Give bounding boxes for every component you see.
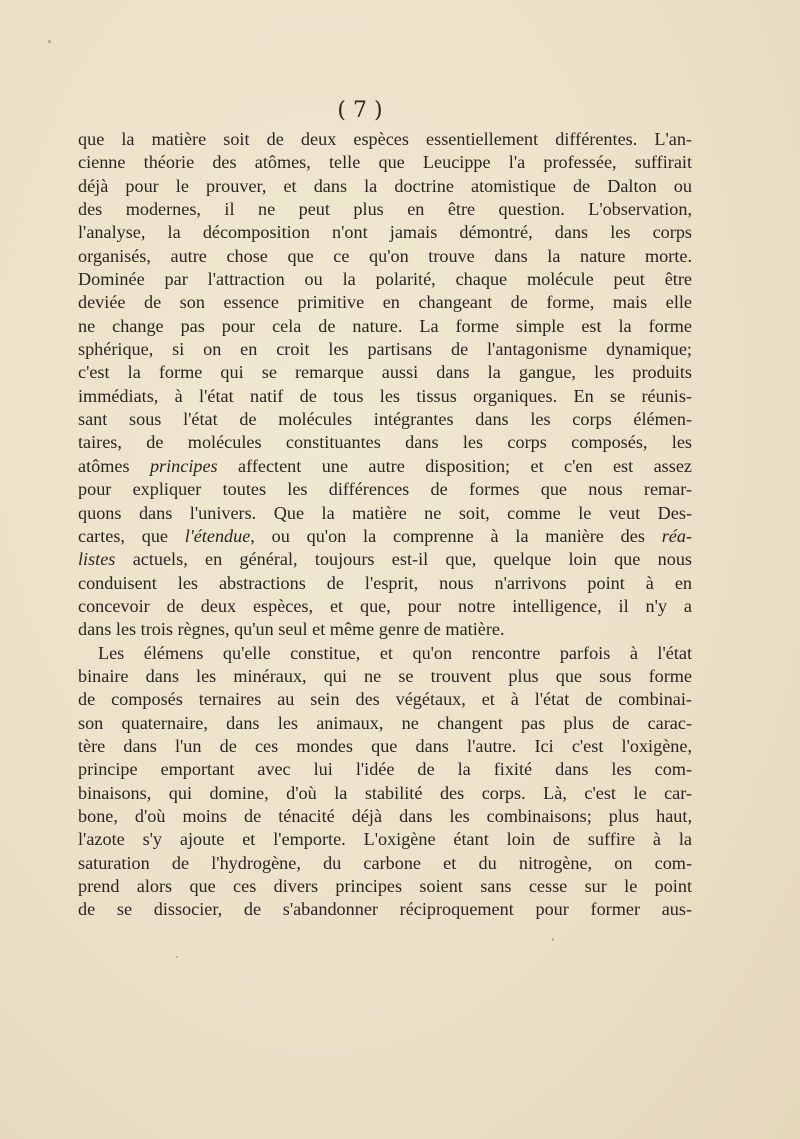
body-text bbox=[78, 128, 692, 922]
text-line: sant sous l'état de molécules intégrantes dans les corps élémen- bbox=[78, 409, 692, 430]
italic-term: principes bbox=[149, 455, 218, 476]
text-line: immédiats, à l'état natif de tous les tissus organiques. En se réunis- bbox=[78, 385, 692, 406]
page-number: ( 7 ) bbox=[337, 98, 383, 123]
italic-term: l'étendue bbox=[184, 525, 251, 546]
paper-speck bbox=[552, 938, 554, 941]
text-line: quons dans l'univers. Que la matière ne soit, comme le veut Des- bbox=[78, 502, 692, 523]
text-line: déjà pour le prouver, et dans la doctrine atomistique de Dalton ou bbox=[78, 175, 692, 196]
text-line: conduisent les abstractions de l'esprit, nous n'arrivons point à en bbox=[78, 572, 692, 593]
text-line: tère dans l'un de ces mondes que dans l'autre. Ici c'est l'oxigène, bbox=[78, 735, 692, 756]
text-line: sphérique, si on en croit les partisans de l'antagonisme dynamique; bbox=[78, 339, 692, 360]
text-line: saturation de l'hydrogène, du carbone et du nitrogène, on com- bbox=[78, 852, 692, 873]
text-line: cienne théorie des atômes, telle que Leucippe l'a professée, suffirait bbox=[78, 152, 692, 173]
text-line: prend alors que ces divers principes soient sans cesse sur le point bbox=[78, 876, 692, 896]
text-line: deviée de son essence primitive en changeant de forme, mais elle bbox=[78, 292, 692, 313]
text-line: l'azote s'y ajoute et l'emporte. L'oxigène étant loin de suffire à la bbox=[78, 829, 692, 850]
paper-speck bbox=[176, 956, 178, 958]
text-line: Les élémens qu'elle constitue, et qu'on rencontre parfois à l'état bbox=[98, 642, 692, 663]
text-line: binaisons, qui domine, d'où la stabilité des corps. Là, c'est le car- bbox=[78, 782, 692, 803]
text-line: des modernes, il ne peut plus en être question. L'observation, bbox=[78, 199, 692, 220]
paper-speck bbox=[48, 40, 51, 43]
text-line: Dominée par l'attraction ou la polarité, chaque molécule peut être bbox=[78, 269, 692, 290]
text-line: binaire dans les minéraux, qui ne se trouvent plus que sous forme bbox=[78, 665, 692, 686]
text-line: de composés ternaires au sein des végétaux, et à l'état de combinai- bbox=[78, 689, 692, 710]
text-line: que la matière soit de deux espèces essentiellement différentes. L'an- bbox=[78, 129, 692, 149]
text-line: organisés, autre chose que ce qu'on trouve dans la nature morte. bbox=[78, 245, 692, 266]
text-line: bone, d'où moins de ténacité déjà dans les combinaisons; plus haut, bbox=[78, 805, 692, 826]
text-line: principe emportant avec lui l'idée de la fixité dans les com- bbox=[78, 759, 692, 780]
text-line: c'est la forme qui se remarque aussi dans la gangue, les produits bbox=[78, 362, 692, 383]
text-line: de se dissocier, de s'abandonner réciproquement pour former aus- bbox=[78, 899, 692, 920]
italic-term: listes bbox=[78, 549, 116, 570]
text-line: l'analyse, la décomposition n'ont jamais démontré, dans les corps bbox=[78, 222, 692, 243]
italic-term: réa- bbox=[661, 525, 692, 546]
text-line: concevoir de deux espèces, et que, pour notre intelligence, il n'y a bbox=[78, 595, 692, 616]
text-line: pour expliquer toutes les différences de formes que nous remar- bbox=[78, 479, 692, 500]
text-line: taires, de molécules constituantes dans les corps composés, les bbox=[78, 432, 692, 453]
text-line: listes actuels, en général, toujours est-il que, quelque loin que nous bbox=[78, 549, 692, 570]
text-line: son quaternaire, dans les animaux, ne changent pas plus de carac- bbox=[78, 712, 692, 733]
text-line: atômes principes affectent une autre disposition; et c'en est assez bbox=[78, 455, 692, 476]
text-line: ne change pas pour cela de nature. La forme simple est la forme bbox=[78, 315, 692, 336]
text-line: cartes, que l'étendue, ou qu'on la comprenne à la manière des réa- bbox=[78, 525, 692, 546]
text-line: dans les trois règnes, qu'un seul et même genre de matière. bbox=[78, 619, 505, 640]
